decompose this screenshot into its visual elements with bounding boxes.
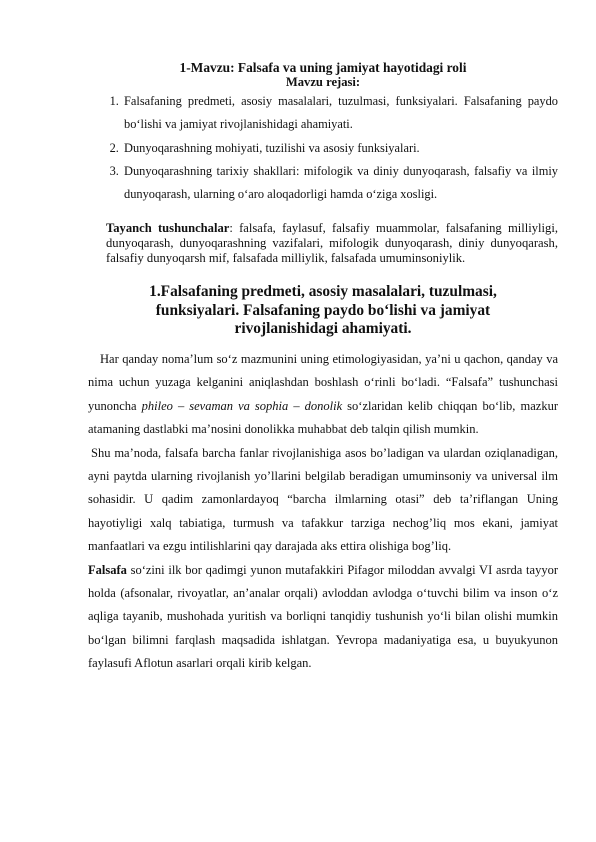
paragraph-etymology (88, 348, 558, 442)
plan-item: 2. Dunyoqarashning mohiyati, tuzilishi va asosiy funksiyalari. (122, 137, 558, 160)
document-title: 1-Mavzu: Falsafa va uning jamiyat hayotidagi roli (179, 60, 467, 75)
plan-list (88, 90, 558, 206)
paragraph-text: Har qanday noma’lum so‘z mazmunini uning etimologiyasidan, ya’ni u qachon, qanday va nima uchun yuzaga kelganini aniqlashdan boshlash o‘rinli bo‘ladi. “Falsafa” tushunchasi yunoncha (88, 351, 558, 413)
document-page (88, 60, 558, 676)
paragraph-text: so‘zini ilk bor qadimgi yunon mutafakkiri Pifagor miloddan avvalgi VI asrda tayyor holda (afsonalar, rivoyatlar, an’analar orqali) avloddan avlodga o‘tuvchi bilim va inson o‘z aqliga tayanib, mushohada yuritish va borliqni tanqidiy tushunish yo‘li bilan olishi mumkin bo‘lgan bilimni farqlash maqsadida ishlatgan. Yevropa madaniyatiga esa, u buyukyunon faylasufi Aflotun asarlari orqali kirib kelgan. (88, 562, 558, 671)
plan-item: 1. Falsafaning predmeti, asosiy masalalari, tuzulmasi, funksiyalari. Falsafaning paydo bo‘lishi va jamiyat rivojlanishidagi ahamiyati. (122, 90, 558, 137)
plan-item: 3. Dunyoqarashning tarixiy shakllari: mifologik va diniy dunyoqarash, falsafiy va ilmiy dunyoqarash, ularning o‘aro aloqadorligi hamda o‘ziga xosligi. (122, 160, 558, 207)
body-text (88, 348, 558, 676)
keywords-paragraph (106, 221, 558, 266)
paragraph-history (88, 559, 558, 676)
section-heading: 1.Falsafaning predmeti, asosiy masalalari, tuzulmasi, funksiyalari. Falsafaning paydo bo‘lishi va jamiyat rivojlanishidagi ahamiyati. (149, 283, 497, 338)
keywords-label: Tayanch tushunchalar (106, 221, 230, 236)
paragraph-italic: phileo – sevaman va sophia – donolik (141, 398, 343, 413)
paragraph-bold-term: Falsafa (88, 562, 127, 577)
paragraph-meaning: Shu ma’noda, falsafa barcha fanlar rivojlanishiga asos bo’ladigan va ulardan oziqlanadigan, ayni paytda ularning rivojlanish yo’llarini belgilab beradigan umuminsoniy va universal ilm sohasidir. U qadim zamonlardayoq “barcha ilmlarning otasi” deb ta’riflangan Uning hayotiyligi xalq tabiatiga, turmush va tafakkur tarziga nechog’liq mos ekani, jamiyat manfaatlari va ezgu intilishlarini qay darajada aks ettira olishiga bog’liq. (88, 445, 558, 554)
plan-heading: Mavzu rejasi: (285, 75, 361, 89)
keywords-text: : falsafa, faylasuf, falsafiy muammolar, falsafaning milliyligi, dunyoqarash, dunyoqarashning vazifalari, mifologik dunyoqarash, diniy dunyoqarash, falsafiy dunyoqarsh mif, falsafada milliylik, falsafada umuminsoniylik. (106, 221, 558, 266)
paragraph-text: so‘zlaridan kelib chiqqan bo‘lib, mazkur atamaning dastlabki ma’nosini donolikka muhabbat deb talqin qilish mumkin. (88, 398, 558, 437)
